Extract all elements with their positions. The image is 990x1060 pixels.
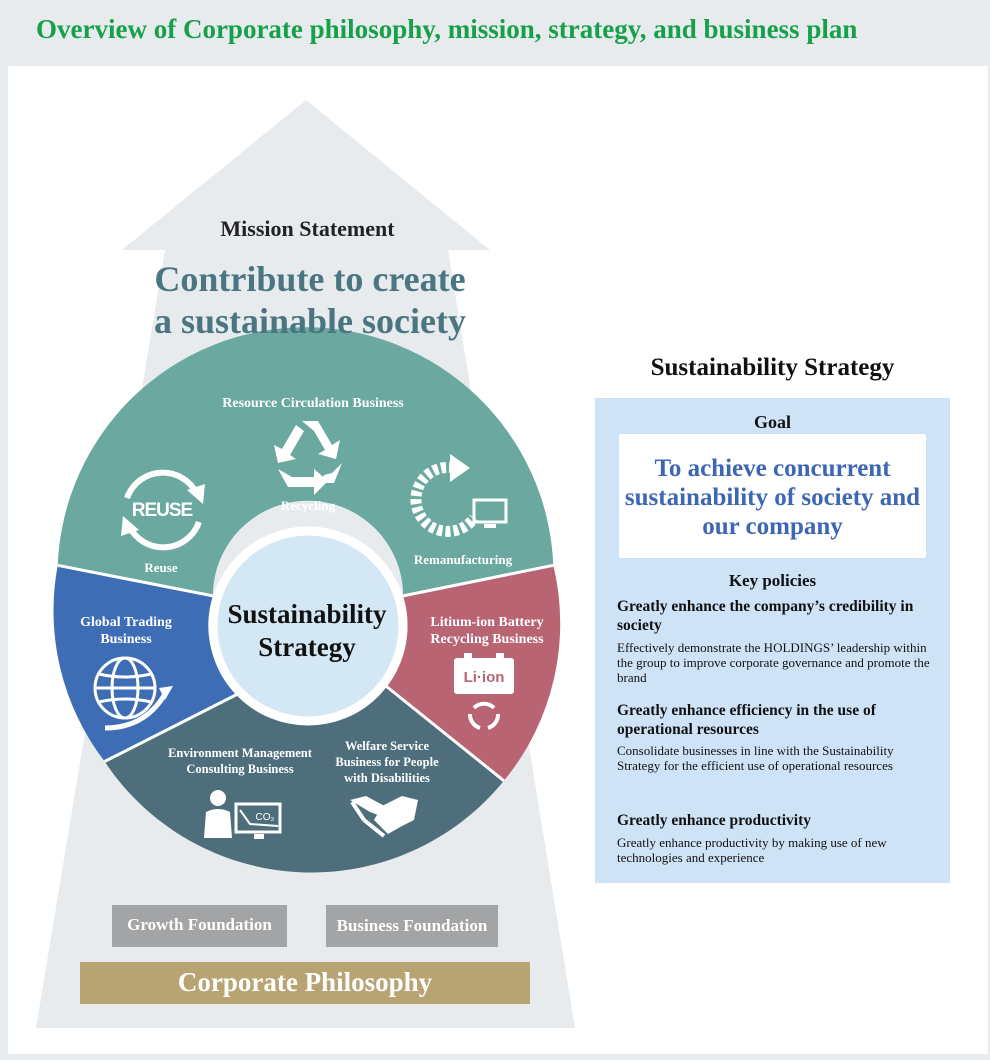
welfare-line-1: Welfare Service [344,739,430,753]
environment-line-2: Consulting Business [186,762,294,776]
policy-title: Greatly enhance efficiency in the use of operational resources [617,702,876,738]
strategy-title: Sustainability Strategy [650,354,895,381]
lithium-battery-label [412,614,562,648]
mission-statement-label: Mission Statement [220,216,395,241]
center-strategy-label [212,598,402,664]
lithium-line-1: Litium-ion Battery [430,615,544,630]
welfare-service-label [322,738,452,786]
lithium-line-2: Recycling Business [430,632,544,647]
reuse-icon-text: REUSE [131,500,193,521]
mission-line-2: a sustainable society [153,301,466,341]
reuse-label: Reuse [144,560,178,575]
growth-foundation-label: Growth Foundation [127,915,272,934]
mission-line-1: Contribute to create [154,259,466,299]
corporate-philosophy-label: Corporate Philosophy [177,967,433,997]
policy-body: Greatly enhance productivity by making use of new technologies and experience [617,835,887,865]
resource-circulation-label: Resource Circulation Business [222,396,404,411]
li-ion-icon-text: Li·ion [463,669,505,686]
policy-body: Consolidate businesses in line with the Sustainability Strategy for the efficient use of operational resources [617,743,894,773]
policy-title: Greatly enhance the company’s credibility in society [617,598,914,634]
recycling-label: Recycling [280,498,336,513]
policy-body: Effectively demonstrate the HOLDINGS’ leadership within the group to improve corporate governance and promote the brand [617,640,930,685]
welfare-line-3: with Disabilities [344,771,430,785]
welfare-line-2: Business for People [335,755,439,769]
page-title: Overview of Corporate philosophy, mission, strategy, and business plan [36,14,858,44]
goal-label: Goal [753,412,791,432]
policy-title: Greatly enhance productivity [617,812,812,829]
global-trading-line-1: Global Trading [80,615,172,630]
mission-statement-text [100,258,520,342]
center-line-1: Sustainability [227,599,387,629]
center-line-2: Strategy [258,632,356,662]
remanufacturing-label: Remanufacturing [413,552,513,567]
environment-line-1: Environment Management [168,746,312,760]
co2-icon-text: CO₂ [255,812,275,823]
goal-text: To achieve concurrent sustainability of society and our company [624,455,921,540]
global-trading-line-2: Business [100,632,152,647]
business-foundation-label: Business Foundation [336,916,488,935]
environment-consulting-label [150,745,330,777]
key-policies-label: Key policies [728,571,817,590]
global-trading-label [56,614,196,648]
